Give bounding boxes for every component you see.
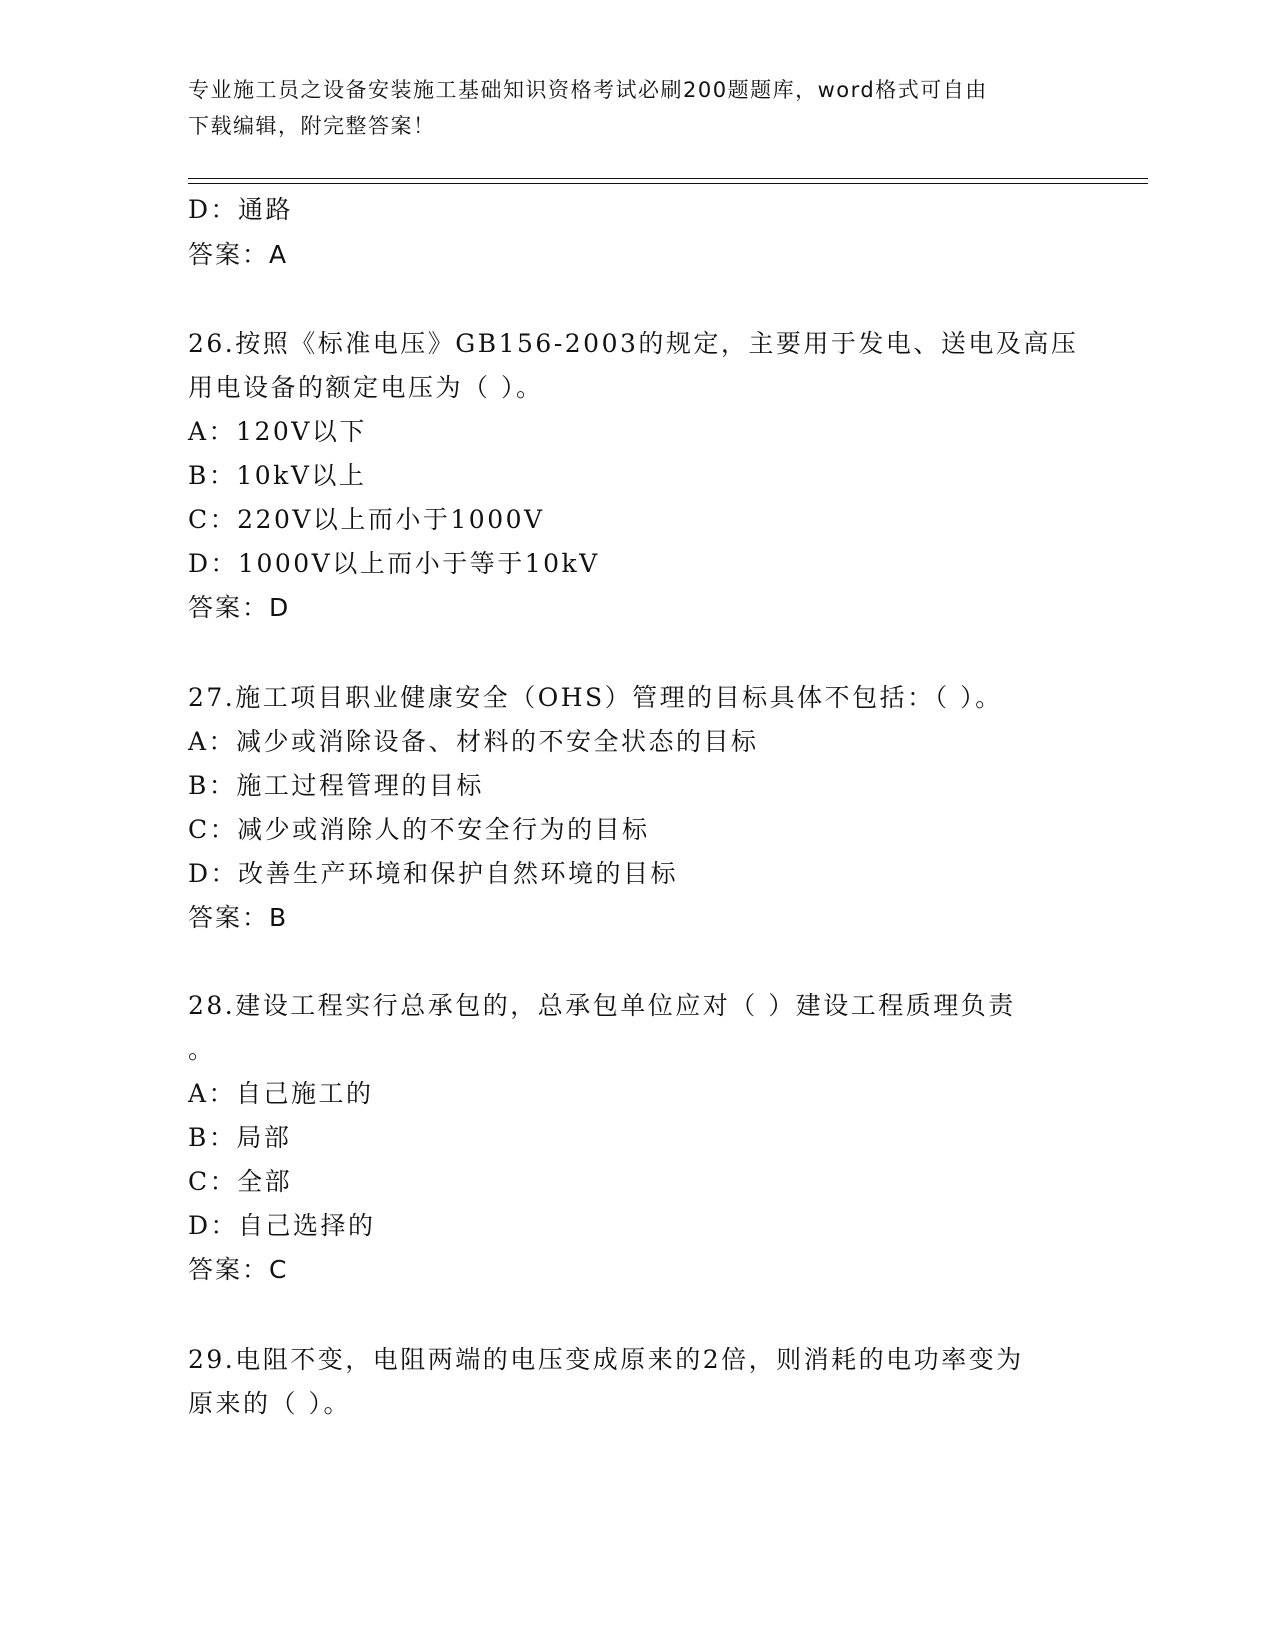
q28-option-d: D：自己选择的	[188, 1211, 376, 1240]
q29-stem-line-2: 原来的（ ）。	[188, 1389, 351, 1418]
q28-stem-line-2: 。	[188, 1035, 216, 1064]
header-divider-bottom	[188, 183, 1148, 184]
q27-option-c: C：减少或消除人的不安全行为的目标	[188, 815, 650, 844]
q27-stem-line-1: 27.施工项目职业健康安全（OHS）管理的目标具体不包括：（ ）。	[188, 683, 1003, 712]
q27-option-b: B：施工过程管理的目标	[188, 771, 484, 800]
header-line-1: 专业施工员之设备安装施工基础知识资格考试必刷200题题库，word格式可自由	[188, 78, 988, 102]
header-line-2: 下载编辑，附完整答案！	[188, 114, 436, 138]
q27-option-d: D：改善生产环境和保护自然环境的目标	[188, 859, 679, 888]
q26-option-c: C：220V以上而小于1000V	[188, 505, 545, 534]
q28-stem-line-1: 28.建设工程实行总承包的，总承包单位应对（ ）建设工程质理负责	[188, 991, 1016, 1020]
q26-option-b: B：10kV以上	[188, 461, 367, 490]
document-header	[188, 72, 1088, 144]
q27-answer: 答案：B	[188, 903, 289, 932]
q28-option-a: A：自己施工的	[188, 1079, 374, 1108]
q26-stem-line-2: 用电设备的额定电压为（ ）。	[188, 373, 544, 402]
header-divider-top	[188, 178, 1148, 179]
q27-option-a: A：减少或消除设备、材料的不安全状态的目标	[188, 727, 759, 756]
prev-option-d: D：通路	[188, 195, 294, 224]
q26-option-a: A：120V以下	[188, 417, 367, 446]
q28-option-b: B：局部	[188, 1123, 292, 1152]
prev-answer: 答案：A	[188, 240, 289, 269]
q28-option-c: C：全部	[188, 1167, 293, 1196]
q26-stem-line-1: 26.按照《标准电压》GB156-2003的规定，主要用于发电、送电及高压	[188, 329, 1079, 358]
q29-stem-line-1: 29.电阻不变，电阻两端的电压变成原来的2倍，则消耗的电功率变为	[188, 1345, 1024, 1374]
q26-option-d: D：1000V以上而小于等于10kV	[188, 549, 600, 578]
q28-answer: 答案：C	[188, 1255, 289, 1284]
q26-answer: 答案：D	[188, 593, 291, 622]
